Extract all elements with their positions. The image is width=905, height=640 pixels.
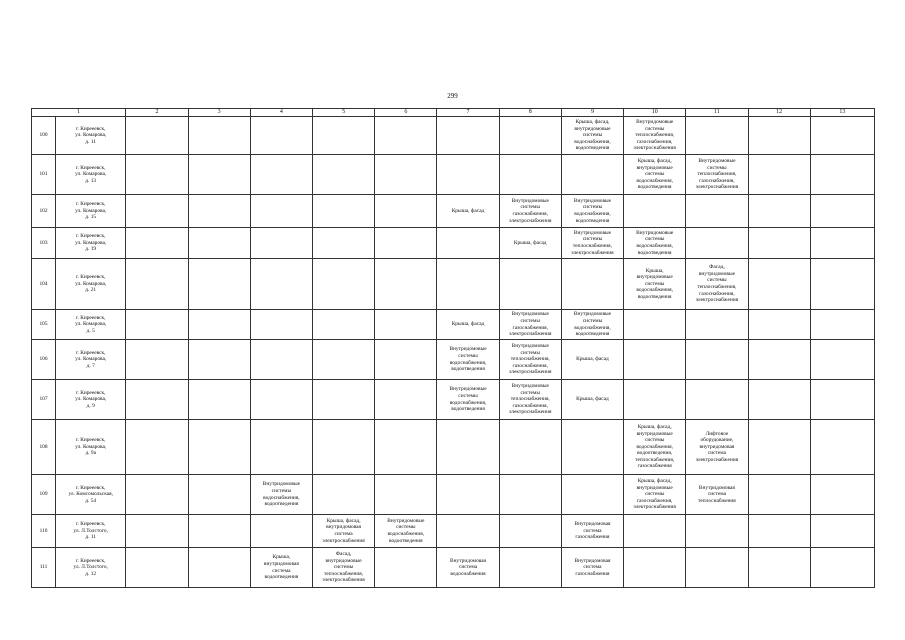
work-cell (561, 475, 623, 515)
row-number: 102 (32, 195, 56, 228)
table-row (32, 548, 875, 588)
column-header: 5 (312, 109, 374, 117)
work-cell: Внутридомовые системы водоснабжения, водоотведения (561, 195, 623, 228)
address-cell: г. Кирееевск, ул. Л.Толстого, д. 11 (56, 515, 126, 548)
work-cell (748, 380, 810, 420)
work-cell (810, 548, 874, 588)
work-cell (375, 195, 437, 228)
work-cell (748, 548, 810, 588)
address-cell: г. Кирееевск, ул. Комарова, д. 7 (56, 340, 126, 380)
work-cell (126, 380, 188, 420)
work-cell (437, 515, 499, 548)
work-cell (188, 117, 250, 155)
work-cell (250, 259, 312, 310)
address-cell: г. Кирееевск, ул. Комарова, д. 9 (56, 380, 126, 420)
work-cell (375, 475, 437, 515)
work-cell (126, 155, 188, 195)
work-cell (312, 380, 374, 420)
work-cell (188, 155, 250, 195)
work-cell (188, 228, 250, 259)
work-cell (748, 340, 810, 380)
work-cell (188, 515, 250, 548)
work-cell (624, 195, 686, 228)
column-header: 6 (375, 109, 437, 117)
work-cell (126, 310, 188, 340)
column-header: 8 (499, 109, 561, 117)
work-cell (375, 117, 437, 155)
work-cell (375, 155, 437, 195)
work-cell (250, 117, 312, 155)
work-cell (126, 117, 188, 155)
work-cell: Внутридомовые системы водоснабжения, водоотведения (375, 515, 437, 548)
column-header: 4 (250, 109, 312, 117)
work-cell: Крыша, фасад, внутридомовые системы водоснабжения, водоотведения (561, 117, 623, 155)
work-cell: Крыша, фасад (561, 340, 623, 380)
work-cell: Крыша, внутридомовые системы водоснабжения, водоотведения (624, 259, 686, 310)
column-header: 13 (810, 109, 874, 117)
work-cell (250, 155, 312, 195)
work-cell (686, 380, 748, 420)
work-cell (437, 117, 499, 155)
work-cell (748, 117, 810, 155)
work-cell: Крыша, фасад, внутридомовая система электроснабжения (312, 515, 374, 548)
row-number: 111 (32, 548, 56, 588)
work-cell (188, 380, 250, 420)
row-number: 106 (32, 340, 56, 380)
work-cell (188, 259, 250, 310)
work-cell: Лифтовое оборудование, внутридомовая система электроснабжения (686, 420, 748, 475)
work-cell: Внутридомовая система газоснабжения (561, 515, 623, 548)
work-cell (748, 475, 810, 515)
work-cell (250, 310, 312, 340)
work-cell (437, 155, 499, 195)
work-cell: Внутридомовые системы водоснабжения, водоотведения (437, 380, 499, 420)
work-cell (499, 475, 561, 515)
row-number: 108 (32, 420, 56, 475)
work-cell (126, 340, 188, 380)
table-row (32, 380, 875, 420)
work-cell (810, 259, 874, 310)
work-cell (499, 420, 561, 475)
work-cell (499, 259, 561, 310)
column-header: 12 (748, 109, 810, 117)
work-cell (561, 259, 623, 310)
address-cell: г. Кирееевск, ул. Комсомольская, д. 54 (56, 475, 126, 515)
work-cell (810, 155, 874, 195)
work-cell (624, 380, 686, 420)
work-cell: Крыша, фасад (437, 310, 499, 340)
work-cell (748, 420, 810, 475)
work-cell (312, 340, 374, 380)
work-cell (126, 420, 188, 475)
work-cell (499, 515, 561, 548)
work-cell (810, 117, 874, 155)
work-cell: Внутридомовые системы водоснабжения, водоотведения (624, 228, 686, 259)
work-cell (375, 310, 437, 340)
work-cell: Крыша, фасад, внутридомовые системы водоснабжения, водоотведения (624, 155, 686, 195)
work-cell: Внутридомовые системы газоснабжения, электроснабжения (499, 310, 561, 340)
work-cell: Фасад, внутридомовые системы теплоснабжения, газоснабжения, электроснабжения (686, 259, 748, 310)
work-cell (188, 310, 250, 340)
work-cell (810, 475, 874, 515)
work-cell: Крыша, фасад (499, 228, 561, 259)
row-number: 105 (32, 310, 56, 340)
work-cell (375, 259, 437, 310)
work-cell (250, 228, 312, 259)
work-cell: Крыша, внутридомовая система водоотведения (250, 548, 312, 588)
work-cell (810, 340, 874, 380)
work-cell (810, 420, 874, 475)
work-cell (375, 548, 437, 588)
work-cell (312, 475, 374, 515)
work-cell (686, 228, 748, 259)
work-cell: Внутридомовая система водоснабжения (437, 548, 499, 588)
work-cell (748, 259, 810, 310)
work-cell (126, 228, 188, 259)
work-cell (624, 340, 686, 380)
address-cell: г. Кирееевск, ул. Комарова, д. 19 (56, 228, 126, 259)
column-header: 1 (32, 109, 126, 117)
work-cell (499, 548, 561, 588)
table-row (32, 228, 875, 259)
work-cell (126, 548, 188, 588)
address-cell: г. Кирееевск, ул. Комарова, д. 13 (56, 155, 126, 195)
work-cell (188, 475, 250, 515)
row-number: 109 (32, 475, 56, 515)
table-row (32, 117, 875, 155)
work-cell (561, 155, 623, 195)
column-header: 9 (561, 109, 623, 117)
work-cell: Внутридомовые системы теплоснабжения, газоснабжения, электроснабжения (499, 340, 561, 380)
work-cell (437, 420, 499, 475)
repair-schedule-table (31, 108, 875, 588)
work-cell (188, 420, 250, 475)
work-cell (312, 310, 374, 340)
work-cell (499, 117, 561, 155)
work-cell (624, 515, 686, 548)
row-number: 110 (32, 515, 56, 548)
address-cell: г. Кирееевск, ул. Комарова, д. 11 (56, 117, 126, 155)
work-cell (375, 228, 437, 259)
page-number: 299 (447, 92, 458, 100)
work-cell (375, 420, 437, 475)
work-cell: Внутридомовая система теплоснабжения (686, 475, 748, 515)
work-cell (126, 475, 188, 515)
work-cell: Крыша, фасад, внутридомовые системы водоснабжения, водоотведения, теплоснабжения, газоснабжения (624, 420, 686, 475)
column-header: 7 (437, 109, 499, 117)
column-header: 10 (624, 109, 686, 117)
work-cell (437, 228, 499, 259)
work-cell: Внутридомовые системы водоснабжения, водоотведения (250, 475, 312, 515)
work-cell (437, 259, 499, 310)
work-cell (250, 515, 312, 548)
work-cell (250, 380, 312, 420)
work-cell (188, 340, 250, 380)
work-cell (810, 310, 874, 340)
column-header: 2 (126, 109, 188, 117)
work-cell (375, 380, 437, 420)
work-cell (810, 380, 874, 420)
table-row (32, 475, 875, 515)
work-cell (126, 259, 188, 310)
work-cell (686, 310, 748, 340)
row-number: 100 (32, 117, 56, 155)
work-cell: Крыша, фасад (437, 195, 499, 228)
work-cell: Крыша, фасад (561, 380, 623, 420)
work-cell (312, 117, 374, 155)
row-number: 101 (32, 155, 56, 195)
column-header: 11 (686, 109, 748, 117)
work-cell (250, 195, 312, 228)
address-cell: г. Кирееевск, ул. Л.Толстого, д. 12 (56, 548, 126, 588)
work-cell (188, 548, 250, 588)
work-cell: Внутридомовая система газоснабжения (561, 548, 623, 588)
work-cell: Внутридомовые системы водоснабжения, водоотведения (561, 310, 623, 340)
work-cell: Внутридомовые системы теплоснабжения, газоснабжения, электроснабжения (499, 380, 561, 420)
work-cell (686, 117, 748, 155)
table-row (32, 155, 875, 195)
header-row (32, 109, 875, 117)
table-row (32, 515, 875, 548)
work-cell (312, 195, 374, 228)
work-cell (810, 195, 874, 228)
work-cell (375, 340, 437, 380)
work-cell (748, 228, 810, 259)
table-row (32, 420, 875, 475)
work-cell (312, 259, 374, 310)
work-cell: Внутридомовые системы газоснабжения, электроснабжения (499, 195, 561, 228)
work-cell (748, 515, 810, 548)
table-row (32, 340, 875, 380)
work-cell (810, 228, 874, 259)
work-cell (810, 515, 874, 548)
table-row (32, 195, 875, 228)
work-cell (499, 155, 561, 195)
work-cell (748, 195, 810, 228)
work-cell (312, 420, 374, 475)
work-cell (188, 195, 250, 228)
work-cell (686, 195, 748, 228)
work-cell (126, 195, 188, 228)
work-cell: Внутридомовые системы теплоснабжения, газоснабжения, электроснабжения (624, 117, 686, 155)
work-cell (686, 548, 748, 588)
work-cell (624, 310, 686, 340)
work-cell (748, 155, 810, 195)
work-cell: Фасад, внутридомовые системы теплоснабжения, электроснабжения (312, 548, 374, 588)
table-row (32, 310, 875, 340)
work-cell (437, 475, 499, 515)
address-cell: г. Кирееевск, ул. Комарова, д. 15 (56, 195, 126, 228)
row-number: 103 (32, 228, 56, 259)
work-cell: Крыша, фасад, внутридомовые системы газоснабжения, электроснабжения (624, 475, 686, 515)
table-row (32, 259, 875, 310)
address-cell: г. Кирееевск, ул. Комарова, д. 21 (56, 259, 126, 310)
work-cell (748, 310, 810, 340)
work-cell (561, 420, 623, 475)
work-cell (126, 515, 188, 548)
work-cell (624, 548, 686, 588)
row-number: 107 (32, 380, 56, 420)
work-cell: Внутридомовые системы теплоснабжения, газоснабжения, электроснабжения (686, 155, 748, 195)
address-cell: г. Кирееевск, ул. Комарова, д. 5 (56, 310, 126, 340)
work-cell (686, 515, 748, 548)
work-cell (686, 340, 748, 380)
row-number: 104 (32, 259, 56, 310)
work-cell (250, 340, 312, 380)
work-cell (312, 155, 374, 195)
work-cell (312, 228, 374, 259)
work-cell: Внутридомовые системы водоснабжения, водоотведения (437, 340, 499, 380)
work-cell: Внутридомовые системы теплоснабжения, электроснабжения (561, 228, 623, 259)
work-cell (250, 420, 312, 475)
column-header: 3 (188, 109, 250, 117)
address-cell: г. Кирееевск, ул. Комарова, д. 9а (56, 420, 126, 475)
